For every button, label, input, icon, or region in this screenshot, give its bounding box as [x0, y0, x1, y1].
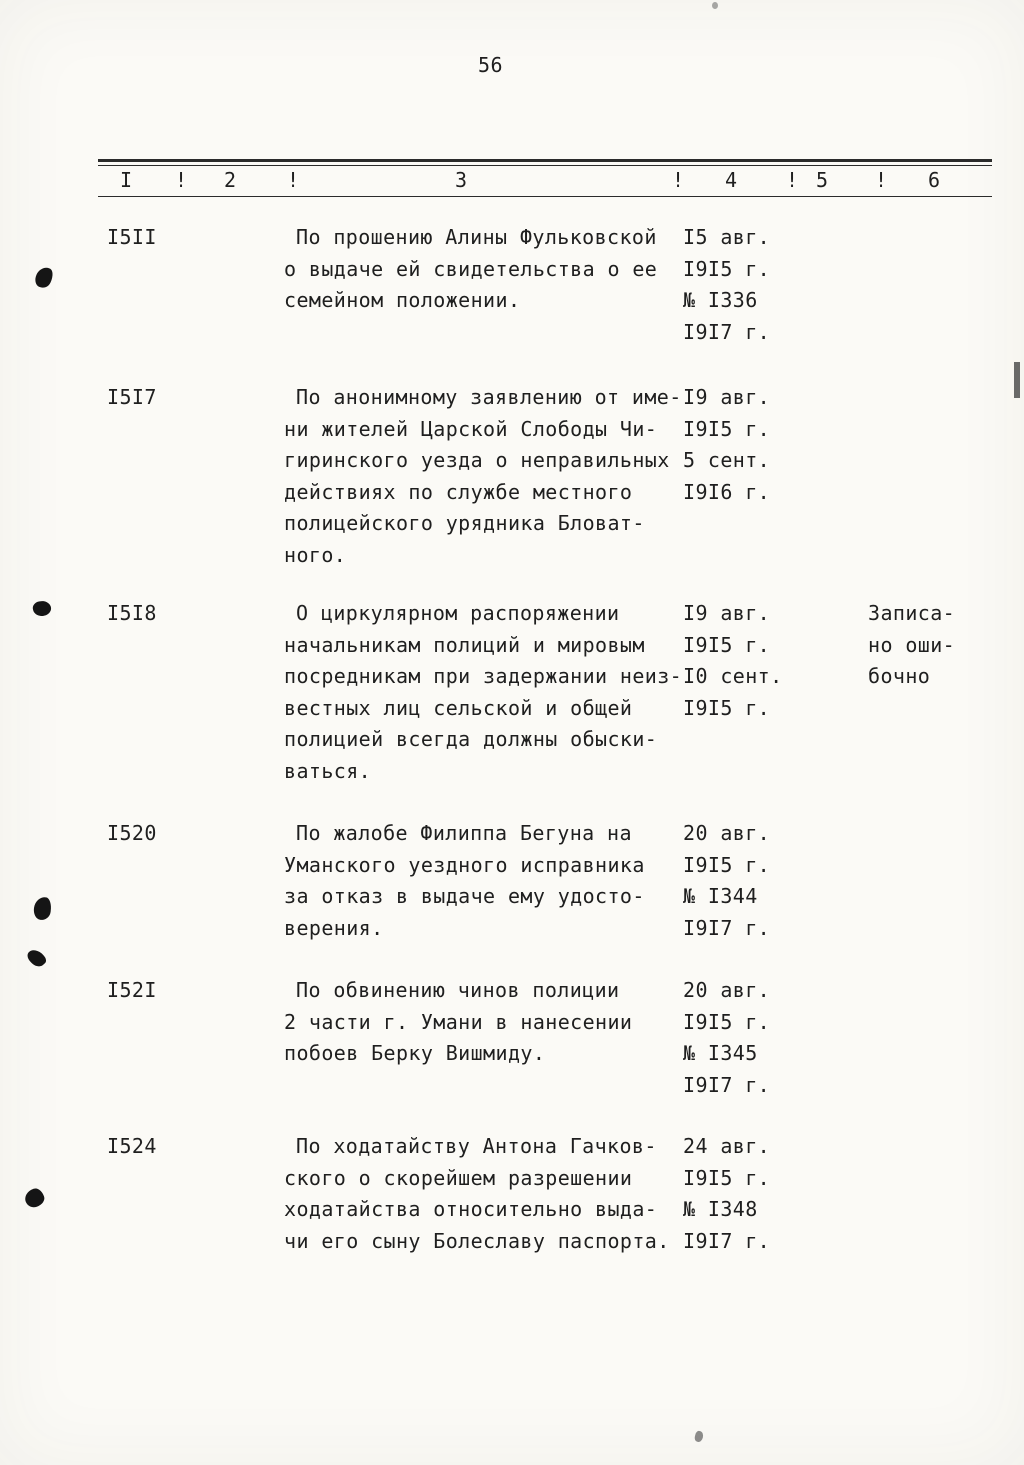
date-line: I9I5 г.	[683, 1009, 771, 1034]
date-line: I9I7 г.	[683, 1072, 771, 1097]
date-line: I9I7 г.	[683, 915, 771, 940]
description-line: ни жителей Царской Слободы Чи-	[284, 416, 658, 441]
scan-edge-mark	[1014, 362, 1020, 398]
date-line: 20 авг.	[683, 821, 771, 845]
description-line: чи его сыну Болеславу паспорта.	[284, 1228, 670, 1253]
entry-id: I524	[107, 1134, 157, 1158]
entry-dates	[683, 598, 808, 724]
entry-description	[284, 1131, 694, 1257]
entry-note	[868, 598, 1003, 693]
header-col-6: 6	[928, 168, 941, 192]
scan-speck	[712, 2, 718, 9]
entry-dates	[683, 818, 808, 944]
description-line: гиринского уезда о неправильных	[284, 448, 670, 472]
description-line: По прошению Алины Фульковской	[296, 225, 657, 249]
note-line: но оши-	[868, 632, 956, 657]
entry-dates	[683, 1131, 808, 1257]
entry-description	[284, 975, 694, 1070]
entry-id: I5II	[107, 225, 157, 249]
description-line: По ходатайству Антона Гачков-	[296, 1134, 657, 1158]
date-line: I9 авг.	[683, 385, 771, 409]
date-line: 5 сент.	[683, 448, 771, 472]
description-line: О циркулярном распоряжении	[296, 601, 620, 625]
date-line: I9I5 г.	[683, 1165, 771, 1190]
header-col-4: 4	[725, 168, 738, 192]
description-line: По анонимному заявлению от име-	[296, 385, 682, 409]
date-line: № I345	[683, 1041, 758, 1065]
entry-id: I52I	[107, 978, 157, 1002]
header-col-1: I	[120, 168, 133, 192]
date-line: 24 авг.	[683, 1134, 771, 1158]
date-line: I5 авг.	[683, 225, 771, 249]
entry-id: I520	[107, 821, 157, 845]
entry-id: I5I7	[107, 385, 157, 409]
date-line: I9I7 г.	[683, 319, 771, 344]
date-line: I9I5 г.	[683, 852, 771, 877]
note-line: бочно	[868, 664, 931, 688]
ink-blot	[32, 896, 52, 921]
description-line: 2 части г. Умани в нанесении	[284, 1009, 633, 1034]
description-line: посредникам при задержании неиз-	[284, 664, 683, 688]
description-line: Уманского уездного исправника	[284, 852, 645, 877]
header-separator: !	[672, 168, 685, 192]
description-line: побоев Берку Вишмиду.	[284, 1041, 546, 1065]
description-line: ского о скорейшем разрешении	[284, 1165, 633, 1190]
date-line: № I344	[683, 884, 758, 908]
description-line: начальникам полиций и мировым	[284, 632, 645, 657]
description-line: за отказ в выдаче ему удосто-	[284, 884, 645, 908]
ink-blot	[32, 599, 53, 617]
description-line: По обвинению чинов полиции	[296, 978, 620, 1002]
description-line: вестных лиц сельской и общей	[284, 695, 633, 720]
page-number: 56	[478, 53, 503, 77]
ink-blot	[32, 265, 55, 291]
stray-mark	[694, 1430, 705, 1443]
ink-blot	[25, 946, 48, 969]
date-line: № I348	[683, 1197, 758, 1221]
header-separator: !	[287, 168, 300, 192]
header-col-3: 3	[455, 168, 468, 192]
entry-dates	[683, 382, 808, 508]
entry-dates	[683, 975, 808, 1101]
date-line: I0 сент.	[683, 664, 783, 688]
header-col-5: 5	[816, 168, 829, 192]
date-line: № I336	[683, 288, 758, 312]
header-col-2: 2	[224, 168, 237, 192]
entry-id: I5I8	[107, 601, 157, 625]
header-separator: !	[875, 168, 888, 192]
description-line: ваться.	[284, 758, 372, 783]
description-line: верения.	[284, 915, 384, 940]
date-line: I9 авг.	[683, 601, 771, 625]
description-line: полицейского урядника Бловат-	[284, 511, 645, 535]
date-line: I9I7 г.	[683, 1228, 771, 1253]
date-line: 20 авг.	[683, 978, 771, 1002]
description-line: По жалобе Филиппа Бегуна на	[296, 821, 632, 845]
description-line: ходатайства относительно выда-	[284, 1197, 658, 1221]
note-line: Записа-	[868, 601, 956, 625]
entry-dates	[683, 222, 808, 348]
entry-description	[284, 222, 694, 317]
description-line: семейном положении.	[284, 288, 521, 312]
date-line: I9I6 г.	[683, 479, 771, 504]
date-line: I9I5 г.	[683, 695, 771, 720]
date-line: I9I5 г.	[683, 256, 771, 281]
entry-description	[284, 382, 694, 571]
date-line: I9I5 г.	[683, 632, 771, 657]
entry-description	[284, 598, 694, 787]
description-line: о выдаче ей свидетельства о ее	[284, 256, 658, 281]
description-line: действиях по службе местного	[284, 479, 633, 504]
ink-blot	[22, 1186, 46, 1209]
date-line: I9I5 г.	[683, 416, 771, 441]
header-separator: !	[175, 168, 188, 192]
header-separator: !	[786, 168, 799, 192]
entry-description	[284, 818, 694, 944]
description-line: полицией всегда должны обыски-	[284, 727, 658, 751]
description-line: ного.	[284, 542, 347, 567]
